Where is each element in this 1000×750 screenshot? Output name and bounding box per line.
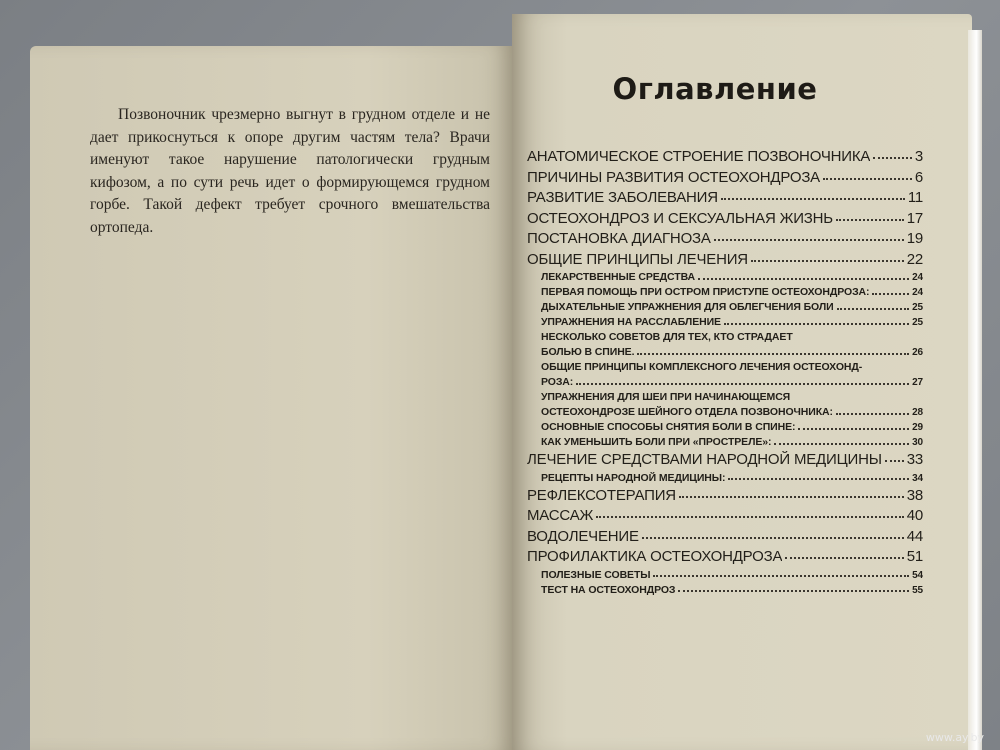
- toc-leader-dots: [774, 443, 909, 445]
- toc-entry: [527, 472, 923, 487]
- toc-entry: [527, 148, 923, 169]
- toc-entry-text: ОСТЕОХОНДРОЗ И СЕКСУАЛЬНАЯ ЖИЗНЬ: [527, 209, 833, 227]
- toc-leader-dots: [885, 460, 904, 462]
- toc-entry-page: 26: [912, 347, 923, 358]
- toc-entry-text: РЕЦЕПТЫ НАРОДНОЙ МЕДИЦИНЫ:: [541, 471, 726, 484]
- toc-entry: [527, 251, 923, 272]
- toc-leader-dots: [698, 278, 909, 280]
- toc-entry-page: 17: [906, 209, 923, 227]
- toc-leader-dots: [836, 413, 909, 415]
- toc-entry: [527, 346, 923, 361]
- toc-entry-text: БОЛЬЮ В СПИНЕ.: [541, 346, 635, 358]
- toc-entry-text: РОЗА:: [541, 376, 574, 388]
- toc-entry: [527, 169, 923, 190]
- toc-entry-page: 3: [914, 148, 923, 165]
- table-of-contents: [527, 148, 923, 599]
- toc-leader-dots: [798, 428, 909, 430]
- toc-entry: [527, 569, 923, 584]
- toc-leader-dots: [678, 590, 909, 592]
- toc-entry: [527, 421, 923, 436]
- toc-entry: [527, 406, 923, 421]
- toc-leader-dots: [837, 308, 909, 310]
- toc-entry-text: АНАТОМИЧЕСКОЕ СТРОЕНИЕ ПОЗВОНОЧНИКА: [527, 148, 871, 165]
- toc-entry-text: РАЗВИТИЕ ЗАБОЛЕВАНИЯ: [527, 189, 718, 206]
- toc-entry-page: 55: [912, 584, 923, 596]
- toc-leader-dots: [873, 157, 912, 159]
- toc-entry-page: 28: [912, 407, 923, 418]
- toc-entry-page: 38: [906, 486, 923, 504]
- toc-entry-page: 51: [906, 548, 923, 565]
- page-edge: [968, 30, 982, 750]
- toc-entry: [527, 301, 923, 316]
- toc-entry: [527, 391, 923, 406]
- toc-entry: [527, 316, 923, 331]
- toc-leader-dots: [642, 537, 904, 539]
- toc-entry-text: КАК УМЕНЬШИТЬ БОЛИ ПРИ «ПРОСТРЕЛЕ»:: [541, 436, 772, 448]
- toc-leader-dots: [596, 516, 904, 518]
- toc-entry-page: 25: [912, 302, 923, 313]
- toc-leader-dots: [728, 478, 909, 480]
- toc-entry-page: 54: [912, 569, 923, 581]
- toc-entry-text: ОБЩИЕ ПРИНЦИПЫ КОМПЛЕКСНОГО ЛЕЧЕНИЯ ОСТЕОХОНД-: [541, 361, 863, 373]
- toc-entry-text: УПРАЖНЕНИЯ ДЛЯ ШЕИ ПРИ НАЧИНАЮЩЕМСЯ: [541, 391, 791, 403]
- toc-entry: [527, 286, 923, 301]
- toc-entry-text: ПОЛЕЗНЫЕ СОВЕТЫ: [541, 568, 651, 581]
- toc-entry-page: 22: [906, 250, 923, 268]
- toc-entry: [527, 507, 923, 528]
- toc-entry-text: УПРАЖНЕНИЯ НА РАССЛАБЛЕНИЕ: [541, 316, 721, 328]
- toc-entry-page: 33: [906, 451, 923, 468]
- toc-entry: [527, 487, 923, 508]
- toc-entry-page: 11: [907, 189, 923, 206]
- toc-entry-page: 25: [912, 317, 923, 328]
- toc-entry-page: 34: [912, 472, 923, 484]
- toc-leader-dots: [637, 353, 909, 355]
- toc-entry-page: 29: [912, 422, 923, 433]
- toc-entry-page: 27: [912, 377, 923, 388]
- toc-leader-dots: [751, 260, 904, 262]
- toc-leader-dots: [724, 323, 909, 325]
- toc-entry: [527, 548, 923, 569]
- watermark: www.ay.by: [925, 731, 984, 744]
- toc-leader-dots: [721, 198, 905, 200]
- toc-entry-text: ПЕРВАЯ ПОМОЩЬ ПРИ ОСТРОМ ПРИСТУПЕ ОСТЕОХОНДРОЗА:: [541, 286, 870, 298]
- toc-entry-text: ПРИЧИНЫ РАЗВИТИЯ ОСТЕОХОНДРОЗА: [527, 168, 820, 186]
- toc-entry: [527, 210, 923, 231]
- toc-entry-page: 40: [906, 507, 923, 524]
- toc-entry: [527, 436, 923, 451]
- toc-leader-dots: [823, 178, 912, 180]
- toc-leader-dots: [576, 383, 909, 385]
- toc-entry: [527, 528, 923, 549]
- toc-entry: [527, 271, 923, 286]
- toc-entry-text: МАССАЖ: [527, 507, 594, 524]
- toc-entry-text: ТЕСТ НА ОСТЕОХОНДРОЗ: [541, 583, 676, 596]
- toc-leader-dots: [836, 219, 904, 221]
- toc-entry-text: ДЫХАТЕЛЬНЫЕ УПРАЖНЕНИЯ ДЛЯ ОБЛЕГЧЕНИЯ БОЛИ: [541, 301, 834, 313]
- toc-entry-page: 24: [912, 287, 923, 298]
- toc-entry-page: 19: [906, 230, 923, 247]
- toc-entry-text: ПРОФИЛАКТИКА ОСТЕОХОНДРОЗА: [527, 548, 783, 565]
- toc-leader-dots: [714, 239, 904, 241]
- toc-entry-text: ВОДОЛЕЧЕНИЕ: [527, 527, 639, 545]
- toc-entry: [527, 584, 923, 599]
- toc-entry: [527, 331, 923, 346]
- toc-entry-page: 24: [912, 272, 923, 283]
- toc-entry: [527, 376, 923, 391]
- toc-leader-dots: [653, 575, 909, 577]
- toc-entry-text: ОСНОВНЫЕ СПОСОБЫ СНЯТИЯ БОЛИ В СПИНЕ:: [541, 421, 796, 433]
- toc-entry-text: РЕФЛЕКСОТЕРАПИЯ: [527, 486, 676, 504]
- toc-entry-text: ПОСТАНОВКА ДИАГНОЗА: [527, 230, 711, 247]
- toc-entry-text: ЛЕКАРСТВЕННЫЕ СРЕДСТВА: [541, 271, 696, 283]
- toc-entry: [527, 230, 923, 251]
- toc-entry: [527, 451, 923, 472]
- toc-title: Оглавление: [612, 72, 818, 106]
- left-paragraph: Позвоночник чрезмерно выгнут в грудном отделе и не дает прикоснуться к опоре другим частям тела? Врачи именуют такое нарушение патологически грудным кифозом, а по сути речь идет о формирующемся грудном горбе. Такой дефект требует срочного вмешательства ортопеда.: [90, 106, 490, 236]
- toc-entry: [527, 361, 923, 376]
- toc-entry-text: ОСТЕОХОНДРОЗЕ ШЕЙНОГО ОТДЕЛА ПОЗВОНОЧНИКА:: [541, 406, 833, 418]
- toc-entry: [527, 189, 923, 210]
- toc-entry-page: 6: [914, 168, 923, 186]
- toc-leader-dots: [872, 293, 909, 295]
- toc-entry-text: ОБЩИЕ ПРИНЦИПЫ ЛЕЧЕНИЯ: [527, 250, 748, 268]
- left-page-text: [90, 104, 490, 239]
- toc-leader-dots: [679, 496, 904, 498]
- toc-entry-page: 30: [912, 437, 923, 448]
- toc-leader-dots: [785, 557, 903, 559]
- toc-entry-text: НЕСКОЛЬКО СОВЕТОВ ДЛЯ ТЕХ, КТО СТРАДАЕТ: [541, 331, 793, 343]
- toc-entry-text: ЛЕЧЕНИЕ СРЕДСТВАМИ НАРОДНОЙ МЕДИЦИНЫ: [527, 451, 882, 468]
- toc-entry-page: 44: [906, 527, 923, 545]
